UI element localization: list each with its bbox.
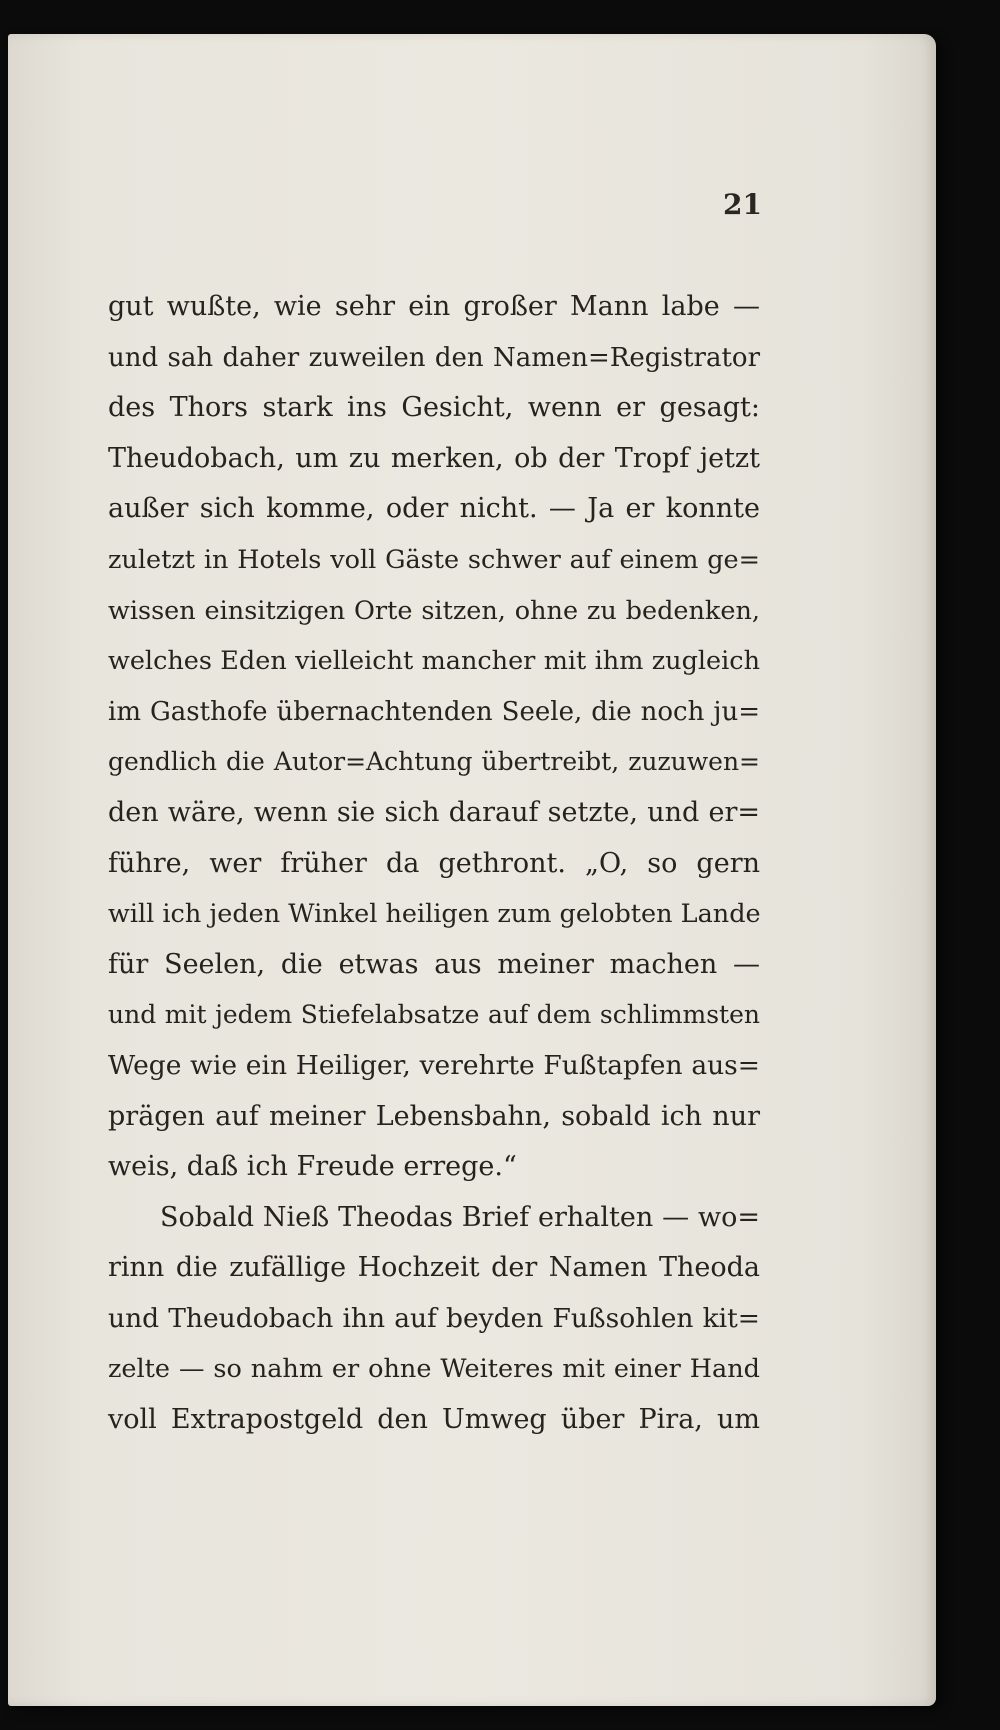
text-line: rinn die zufällige Hochzeit der Namen Theoda bbox=[108, 1252, 760, 1284]
page-number: 21 bbox=[723, 188, 762, 221]
text-line: führe, wer früher da gethront. „O, so gern bbox=[108, 847, 760, 879]
text-line: und sah daher zuweilen den Namen=Registrator bbox=[108, 342, 760, 373]
text-line: den wäre, wenn sie sich darauf setzte, und er= bbox=[108, 796, 760, 828]
text-line: im Gasthofe übernachtenden Seele, die noch ju= bbox=[108, 696, 760, 727]
text-line: weis, daß ich Freude errege.“ bbox=[108, 1151, 517, 1183]
text-line: zelte — so nahm er ohne Weiteres mit einer Hand bbox=[108, 1354, 760, 1385]
text-line: außer sich komme, oder nicht. — Ja er konnte bbox=[108, 493, 760, 525]
text-line: voll Extrapostgeld den Umweg über Pira, um bbox=[108, 1404, 760, 1436]
text-line: zuletzt in Hotels voll Gäste schwer auf einem ge= bbox=[108, 544, 760, 575]
text-line: wissen einsitzigen Orte sitzen, ohne zu bedenken, bbox=[108, 595, 760, 626]
text-line: will ich jeden Winkel heiligen zum gelobten Lande bbox=[108, 899, 761, 930]
paragraph-start-line: Sobald Nieß Theodas Brief erhalten — wo= bbox=[160, 1201, 760, 1233]
text-line: für Seelen, die etwas aus meiner machen — bbox=[108, 948, 760, 980]
text-line: gendlich die Autor=Achtung übertreibt, zuzuwen= bbox=[108, 747, 760, 777]
text-line: des Thors stark ins Gesicht, wenn er gesagt: bbox=[108, 392, 760, 424]
body-text bbox=[108, 282, 760, 1446]
text-line: Theudobach, um zu merken, ob der Tropf jetzt bbox=[108, 442, 760, 474]
text-line: gut wußte, wie sehr ein großer Mann labe — bbox=[108, 291, 760, 322]
text-line: prägen auf meiner Lebensbahn, sobald ich nur bbox=[108, 1100, 760, 1132]
text-line: und Theudobach ihn auf beyden Fußsohlen kit= bbox=[108, 1302, 760, 1334]
page-sheet bbox=[8, 34, 936, 1706]
text-line: welches Eden vielleicht mancher mit ihm zugleich bbox=[108, 646, 760, 677]
text-line: und mit jedem Stiefelabsatze auf dem schlimmsten bbox=[108, 1000, 760, 1030]
text-line: Wege wie ein Heiliger, verehrte Fußtapfen aus= bbox=[108, 1049, 760, 1081]
